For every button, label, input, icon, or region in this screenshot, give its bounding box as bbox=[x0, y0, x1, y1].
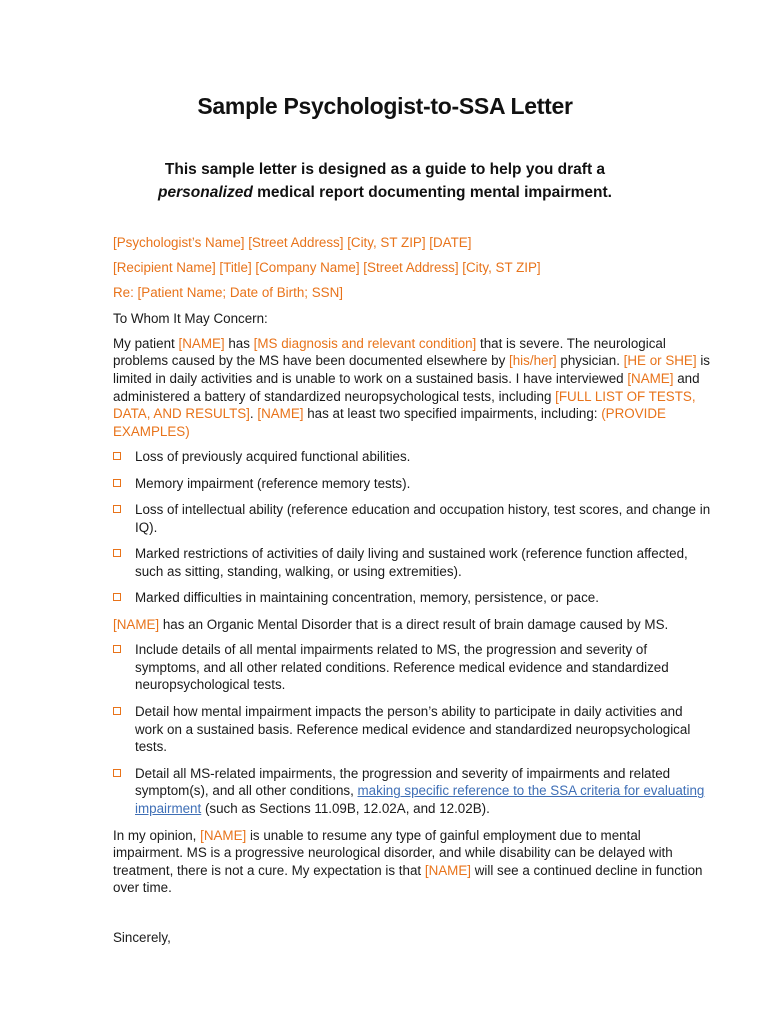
text: My patient bbox=[113, 335, 179, 351]
list-item bbox=[113, 545, 713, 580]
text: has at least two specified impairments, including: bbox=[303, 406, 602, 422]
list-item-text: Detail how mental impairment impacts the person’s ability to participate in daily activities and work on a sustained basis. Reference medical evidence and standardized neuropsychological tests. bbox=[135, 704, 691, 755]
list-item bbox=[113, 501, 713, 536]
list-item bbox=[113, 703, 713, 756]
list-item bbox=[113, 448, 713, 466]
placeholder: [HE or SHE] bbox=[623, 353, 697, 369]
list-item-text: Marked restrictions of activities of daily living and sustained work (reference function affected, such as sitting, standing, walking, or using extremities). bbox=[135, 546, 688, 579]
list-item bbox=[113, 641, 713, 694]
list-item-text: Memory impairment (reference memory tests). bbox=[135, 475, 411, 491]
list-item bbox=[113, 765, 713, 818]
text: has bbox=[224, 335, 254, 351]
list-item-text: Detail all MS-related impairments, the progression and severity of impairments and related symptom(s), and all other conditions, bbox=[135, 765, 671, 799]
list-item bbox=[113, 589, 713, 607]
text: is unable to resume any type of gainful employment due to mental impairment. MS is a progressive neurological disorder, and while disability can be delayed with treatment, there is not a cure. My expectation is that bbox=[113, 827, 673, 878]
checkbox-icon bbox=[113, 707, 121, 715]
text: will see a continued decline in function over time. bbox=[113, 862, 703, 896]
list-item-text: Include details of all mental impairments related to MS, the progression and severity of symptoms, and all other related conditions. Reference medical evidence and standardized neuropsychological tests. bbox=[135, 642, 669, 693]
list-item-text: Loss of previously acquired functional abilities. bbox=[135, 448, 411, 464]
subtitle-line-1: This sample letter is designed as a guide to help you draft a bbox=[164, 161, 606, 178]
placeholder: [NAME] bbox=[627, 370, 674, 386]
placeholder: [NAME] bbox=[424, 862, 471, 878]
list-item-text: Loss of intellectual ability (reference education and occupation history, test scores, and change in IQ). bbox=[135, 502, 711, 535]
placeholder: [MS diagnosis and relevant condition] bbox=[253, 335, 477, 351]
closing: Sincerely, bbox=[113, 929, 171, 945]
ssa-criteria-link[interactable]: making specific reference to the SSA criteria for evaluating impairment bbox=[135, 783, 705, 816]
subtitle bbox=[0, 158, 770, 204]
subtitle-line-2 bbox=[0, 181, 770, 204]
text: that is severe. The neurological problems caused by the MS have been documented elsewhere by bbox=[113, 335, 666, 369]
text: has an Organic Mental Disorder that is a direct result of brain damage caused by MS. bbox=[159, 617, 669, 633]
list-item bbox=[113, 475, 713, 493]
text: In my opinion, bbox=[113, 827, 201, 843]
paragraph-1 bbox=[113, 335, 713, 441]
placeholder: [NAME] bbox=[178, 335, 225, 351]
checkbox-icon bbox=[113, 549, 121, 557]
page-title: Sample Psychologist-to-SSA Letter bbox=[197, 93, 573, 119]
paragraph-2 bbox=[113, 616, 713, 634]
text: . bbox=[249, 406, 258, 422]
checkbox-icon bbox=[113, 452, 121, 460]
subtitle-line-2-rest: medical report documenting mental impairment. bbox=[252, 184, 612, 201]
spacer bbox=[113, 905, 713, 929]
paragraph-3 bbox=[113, 827, 713, 897]
letter-body bbox=[113, 234, 713, 954]
greeting: To Whom It May Concern: bbox=[113, 310, 268, 326]
placeholder: [NAME] bbox=[113, 617, 160, 633]
placeholder: [NAME] bbox=[257, 406, 304, 422]
recipient-address: [Recipient Name] [Title] [Company Name] [Street Address] [City, ST ZIP] bbox=[113, 260, 541, 276]
text: is limited in daily activities and is unable to work on a sustained basis. I have interviewed bbox=[113, 353, 710, 386]
placeholder: (PROVIDE EXAMPLES) bbox=[113, 406, 666, 439]
list-item-text: (such as Sections 11.09B, 12.02A, and 12.02B). bbox=[201, 801, 490, 816]
text: and administered a battery of standardized neuropsychological tests, including bbox=[113, 370, 700, 404]
checkbox-icon bbox=[113, 479, 121, 487]
list-item-text: Marked difficulties in maintaining concentration, memory, persistence, or pace. bbox=[135, 590, 599, 606]
checkbox-icon bbox=[113, 645, 121, 653]
placeholder: [NAME] bbox=[200, 827, 247, 843]
checkbox-icon bbox=[113, 769, 121, 777]
placeholder: [his/her] bbox=[509, 353, 557, 369]
re-line: Re: [Patient Name; Date of Birth; SSN] bbox=[113, 285, 343, 301]
text: physician. bbox=[556, 353, 624, 369]
checkbox-icon bbox=[113, 505, 121, 513]
subtitle-italic-word: personalized bbox=[158, 184, 253, 201]
checkbox-icon bbox=[113, 593, 121, 601]
placeholder: [FULL LIST OF TESTS, DATA, AND RESULTS] bbox=[113, 388, 696, 422]
sender-address: [Psychologist’s Name] [Street Address] [City, ST ZIP] [DATE] bbox=[113, 235, 472, 250]
